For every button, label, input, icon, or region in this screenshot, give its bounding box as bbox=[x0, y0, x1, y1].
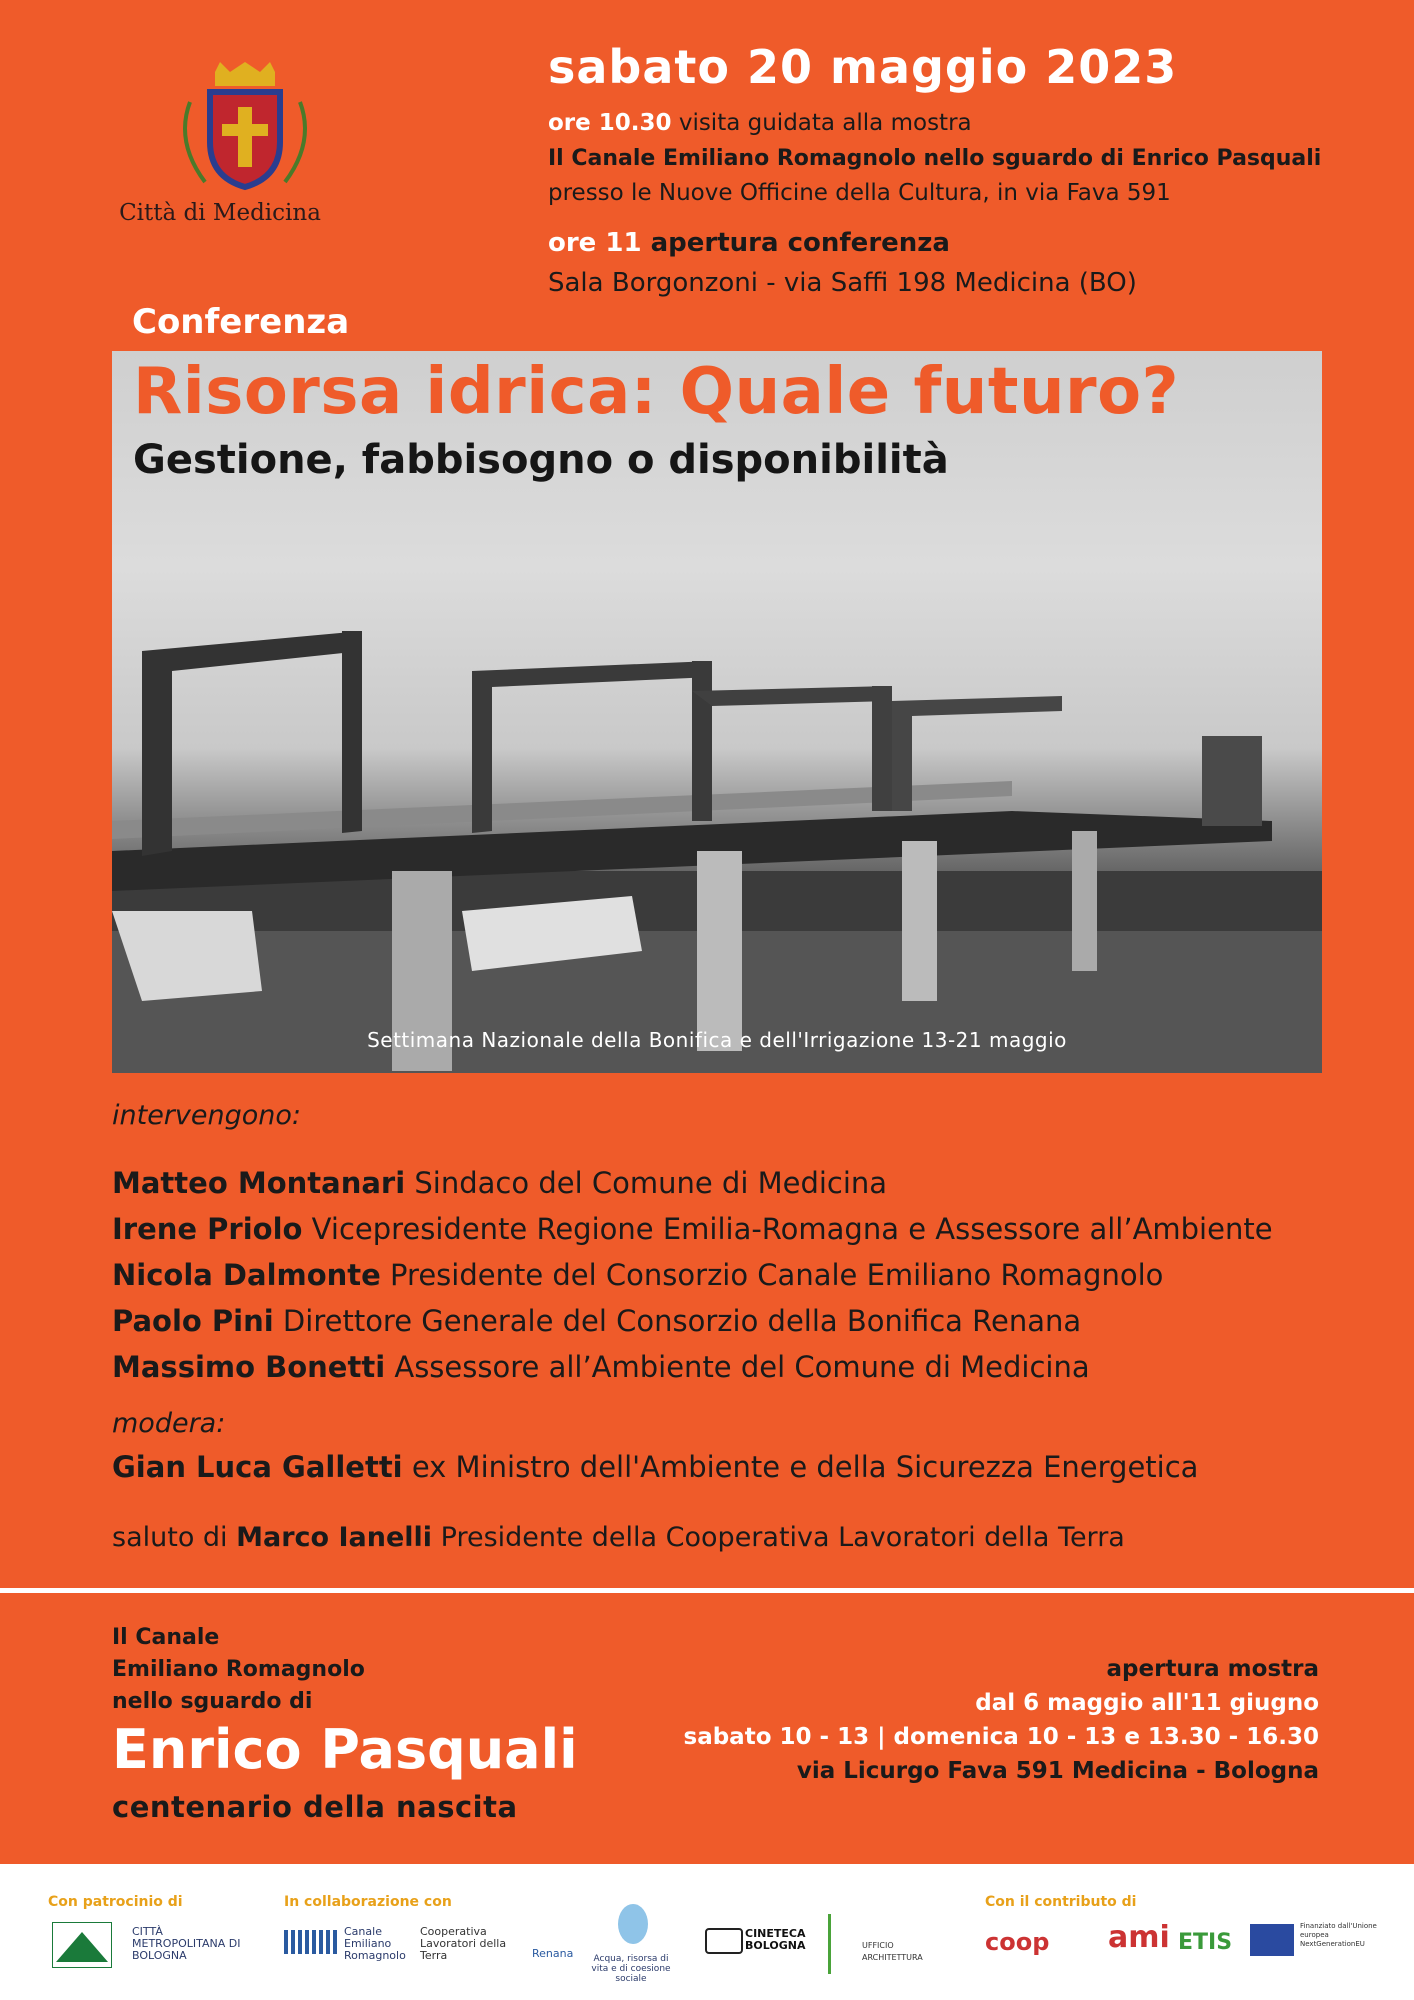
speaker-list bbox=[112, 1160, 1362, 1390]
moderator-name: Gian Luca Galletti bbox=[112, 1450, 403, 1484]
visit-time: ore 10.30 bbox=[548, 110, 672, 136]
speaker-role: Assessore all’Ambiente del Comune di Medicina bbox=[385, 1350, 1090, 1384]
ami-logo: ami bbox=[1108, 1920, 1170, 1955]
section-divider bbox=[0, 1588, 1414, 1593]
greeting-prefix: saluto di bbox=[112, 1522, 237, 1553]
speaker-item bbox=[112, 1344, 1362, 1390]
coop-lavoratori-logo: Cooperativa Lavoratori della Terra bbox=[420, 1925, 507, 1962]
eu-logo: Finanziato dall'Unione europea NextGenerationEU bbox=[1300, 1922, 1377, 1948]
exhibition-artist: Enrico Pasquali bbox=[112, 1718, 578, 1781]
exhibition-dates: dal 6 maggio all'11 giugno bbox=[975, 1690, 1319, 1716]
speaker-role: Sindaco del Comune di Medicina bbox=[405, 1166, 888, 1200]
conference-place: Sala Borgonzoni - via Saffi 198 Medicina (BO) bbox=[548, 268, 1137, 298]
exhibition-title: Il Canale Emiliano Romagnolo nello sguardo di Enrico Pasquali bbox=[548, 146, 1322, 171]
conference-opening-line bbox=[548, 228, 950, 258]
cer-wave-icon bbox=[284, 1930, 339, 1954]
speaker-role: Presidente del Consorzio Canale Emiliano Romagnolo bbox=[380, 1258, 1164, 1292]
ufficio-mark-icon bbox=[828, 1914, 851, 1974]
eu-flag-icon bbox=[1250, 1924, 1294, 1956]
cineteca-logo: CINETECA BOLOGNA bbox=[745, 1927, 806, 1952]
moderator-label: modera: bbox=[112, 1408, 226, 1439]
exhibition-details bbox=[684, 1652, 1320, 1788]
acqua-logo: Acqua, risorsa di vita e di coesione sociale bbox=[591, 1954, 671, 1984]
contribution-label: Con il contributo di bbox=[985, 1894, 1137, 1910]
acqua-emblem-icon bbox=[618, 1904, 648, 1944]
eye-icon bbox=[705, 1928, 743, 1954]
city-name: Città di Medicina bbox=[119, 200, 321, 226]
speaker-item bbox=[112, 1252, 1362, 1298]
regione-emilia-romagna-logo bbox=[52, 1922, 112, 1968]
renana-logo: Renana bbox=[532, 1947, 574, 1960]
moderator-role: ex Ministro dell'Ambiente e della Sicurezza Energetica bbox=[402, 1450, 1199, 1484]
speaker-role: Vicepresidente Regione Emilia-Romagna e Assessore all’Ambiente bbox=[302, 1212, 1273, 1246]
speaker-name: Massimo Bonetti bbox=[112, 1350, 386, 1384]
exhibition-subtitle: centenario della nascita bbox=[112, 1790, 518, 1824]
exhibition-line-1: Il Canale bbox=[112, 1625, 220, 1650]
exhibition-opening: apertura mostra bbox=[1106, 1656, 1319, 1682]
sponsor-footer bbox=[0, 1864, 1414, 2000]
conference-opening-text: apertura conferenza bbox=[641, 228, 950, 258]
conference-subtitle: Gestione, fabbisogno o disponibilità bbox=[133, 437, 949, 483]
greeting-name: Marco Ianelli bbox=[236, 1522, 433, 1553]
conference-label: Conferenza bbox=[132, 302, 350, 342]
photo-caption: Settimana Nazionale della Bonifica e dell'Irrigazione 13-21 maggio bbox=[367, 1028, 1067, 1052]
speaker-name: Nicola Dalmonte bbox=[112, 1258, 381, 1292]
exhibition-heading bbox=[112, 1622, 365, 1718]
collaboration-label: In collaborazione con bbox=[284, 1894, 452, 1910]
visit-line bbox=[548, 110, 972, 136]
speakers-intro: intervengono: bbox=[112, 1100, 301, 1131]
event-date: sabato 20 maggio 2023 bbox=[548, 40, 1178, 94]
exhibition-line-3: nello sguardo di bbox=[112, 1689, 313, 1714]
speaker-role: Direttore Generale del Consorzio della Bonifica Renana bbox=[273, 1304, 1082, 1338]
coop-logo: coop bbox=[985, 1928, 1050, 1956]
speaker-item bbox=[112, 1160, 1362, 1206]
visit-text: visita guidata alla mostra bbox=[671, 110, 972, 136]
speaker-name: Matteo Montanari bbox=[112, 1166, 406, 1200]
speaker-item bbox=[112, 1298, 1362, 1344]
exhibition-address: via Licurgo Fava 591 Medicina - Bologna bbox=[796, 1758, 1319, 1784]
exhibition-hours: sabato 10 - 13 | domenica 10 - 13 e 13.30 - 16.30 bbox=[683, 1724, 1319, 1750]
greeting bbox=[112, 1522, 1125, 1553]
cer-logo: Canale Emiliano Romagnolo bbox=[344, 1925, 406, 1962]
patronage-label: Con patrocinio di bbox=[48, 1894, 183, 1910]
ufficio-logo: UFFICIO ARCHITETTURA bbox=[862, 1941, 923, 1962]
moderator bbox=[112, 1450, 1198, 1484]
greeting-role: Presidente della Cooperativa Lavoratori della Terra bbox=[432, 1522, 1125, 1553]
speaker-name: Paolo Pini bbox=[112, 1304, 274, 1338]
exhibition-line-2: Emiliano Romagnolo bbox=[112, 1657, 365, 1682]
speaker-item bbox=[112, 1206, 1362, 1252]
etis-logo: ETIS bbox=[1178, 1930, 1233, 1955]
conference-title: Risorsa idrica: Quale futuro? bbox=[133, 355, 1180, 429]
metro-bologna-logo: CITTÀ METROPOLITANA DI BOLOGNA bbox=[132, 1925, 241, 1962]
conference-time: ore 11 bbox=[548, 228, 642, 258]
visit-place: presso le Nuove Officine della Cultura, in via Fava 591 bbox=[548, 180, 1171, 206]
speaker-name: Irene Priolo bbox=[112, 1212, 303, 1246]
